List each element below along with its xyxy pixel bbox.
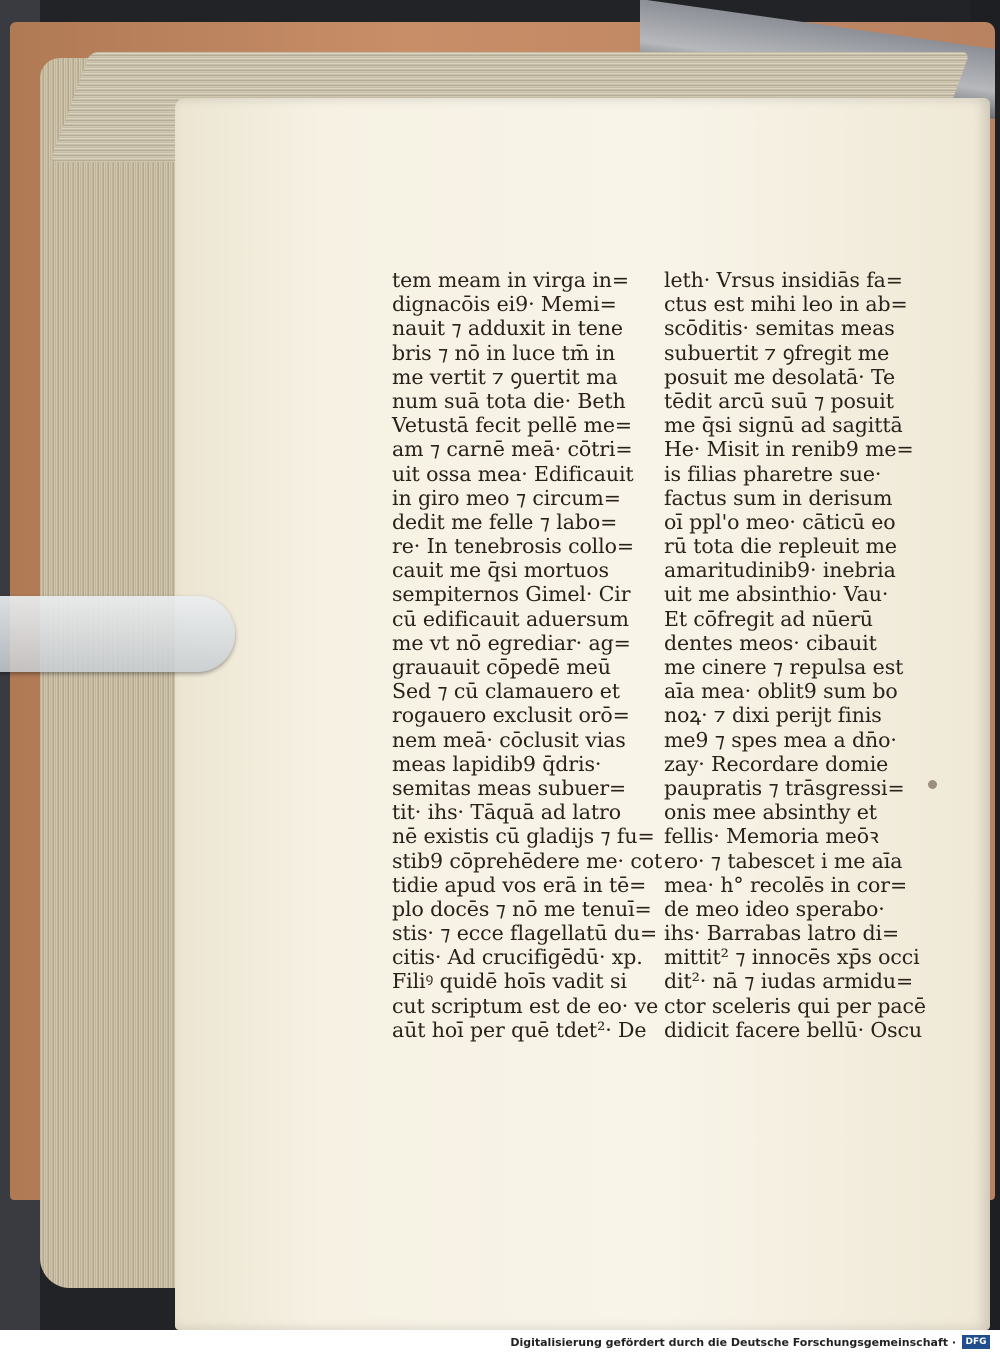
text-line: dedit me felle ⁊ labo= — [392, 509, 618, 534]
text-line: cauit me q̄si mortuos — [392, 558, 609, 583]
dfg-logo: DFG — [962, 1335, 990, 1349]
text-line: ctus est mihi leo in ab= — [664, 292, 908, 317]
text-line: is filias pharetre sue· — [664, 461, 882, 486]
page-hole — [928, 780, 937, 789]
text-column-left — [392, 268, 663, 1042]
text-line: Sed ⁊ cū clamauero et — [392, 679, 620, 704]
book-clamp — [0, 596, 235, 672]
text-line: bris ⁊ nō in luce tm̄ in — [392, 340, 616, 365]
text-line: He· Misit in renib9 me= — [664, 437, 914, 462]
text-line: subuertit ⁊ ꝯfregit me — [664, 340, 890, 365]
text-line: aīa mea· oblit9 sum bo — [664, 679, 898, 704]
text-line: stib9 cōprehēdere me· cot — [392, 848, 663, 873]
text-line: didicit facere bellū· Oscu — [664, 1017, 923, 1042]
text-line: me vt nō egrediar· ag= — [392, 630, 631, 655]
text-line: me vertit ⁊ ꝯuertit ma — [392, 364, 618, 389]
text-line: meas lapidib9 q̄dris· — [392, 751, 602, 776]
text-line: factus sum in derisum — [664, 485, 893, 510]
text-line: ctor sceleris qui per pacē — [664, 993, 926, 1018]
text-line: me9 ⁊ spes mea a dn̄o· — [664, 727, 897, 752]
text-line: scōditis· semitas meas — [664, 316, 895, 341]
text-line: plo docēs ⁊ nō me tenuī= — [392, 896, 652, 921]
text-column-right — [664, 268, 926, 1042]
text-line: tem meam in virga in= — [392, 268, 629, 292]
funding-notice: Digitalisierung gefördert durch die Deutsche Forschungsgemeinschaft · — [510, 1336, 956, 1349]
text-line: stis· ⁊ ecce flagellatū du= — [392, 921, 658, 946]
text-line: am ⁊ carnē meā· cōtri= — [392, 437, 633, 462]
text-line: rū tota die repleuit me — [664, 534, 897, 559]
text-line: nē existis cū gladijs ⁊ fu= — [392, 824, 655, 849]
text-line: posuit me desolatā· Te — [664, 364, 895, 389]
text-line: ero· ⁊ tabescet i me aīa — [664, 848, 903, 873]
text-line: grauauit cōpedē meū — [392, 655, 611, 679]
text-line: uit me absinthio· Vau· — [664, 582, 889, 607]
text-line: ihs· Barrabas latro di= — [664, 921, 900, 946]
text-line: noꝝ· ⁊ dixi perijt finis — [664, 703, 882, 728]
page-stack-edge — [40, 58, 190, 1288]
text-line: me cinere ⁊ repulsa est — [664, 655, 904, 679]
text-line: onis mee absinthy et — [664, 800, 877, 825]
text-line: dit²· nā ⁊ iudas armidu= — [664, 969, 914, 994]
text-line: in giro meo ⁊ circum= — [392, 485, 621, 510]
footer-bar — [0, 1330, 1000, 1354]
text-line: aūt hoī per quē tdet²· De — [392, 1017, 647, 1042]
text-line: uit ossa mea· Edificauit — [392, 461, 634, 486]
text-line: de meo ideo sperabo· — [664, 896, 885, 921]
text-line: paupratis ⁊ trāsgressi= — [664, 775, 905, 800]
text-line: nauit ⁊ adduxit in tene — [392, 316, 623, 341]
text-line: zay· Recordare domie — [664, 751, 889, 776]
text-line: dentes meos· cibauit — [664, 630, 877, 655]
text-line: cū edificauit aduersum — [392, 606, 629, 631]
text-line: nem meā· cōclusit vias — [392, 727, 626, 752]
text-line: citis· Ad crucifigēdū· xp. — [392, 945, 643, 970]
text-line: me q̄si signū ad sagittā — [664, 413, 903, 438]
text-line: num suā tota die· Beth — [392, 388, 626, 413]
text-line: Vetustā fecit pellē me= — [392, 413, 632, 438]
text-line: tit· ihs· Tāquā ad latro — [392, 800, 621, 825]
text-line: Et cōfregit ad nūerū — [664, 606, 873, 631]
text-line: rogauero exclusit orō= — [392, 703, 630, 728]
text-line: oī ppl'o meo· cāticū eo — [664, 509, 896, 534]
text-line: tidie apud vos erā in tē= — [392, 872, 647, 897]
text-line: Filiꝰ quidē hoīs vadit si — [392, 969, 627, 994]
text-line: dignacōis ei9· Memi= — [392, 292, 617, 317]
text-line: tēdit arcū suū ⁊ posuit — [664, 388, 894, 413]
text-line: fellis· Memoria meōꝛ — [664, 824, 879, 849]
text-line: amaritudinib9· inebria — [664, 558, 896, 583]
text-line: mea· h° recolēs in cor= — [664, 872, 908, 897]
text-line: mittit² ⁊ innocēs xp̄s occi — [664, 945, 920, 970]
text-line: sempiternos Gimel· Cir — [392, 582, 631, 607]
text-line: semitas meas subuer= — [392, 775, 627, 800]
text-line: cut scriptum est de eo· ve — [392, 993, 659, 1018]
text-line: leth· Vrsus insidiās fa= — [664, 268, 903, 292]
text-line: re· In tenebrosis collo= — [392, 534, 634, 559]
